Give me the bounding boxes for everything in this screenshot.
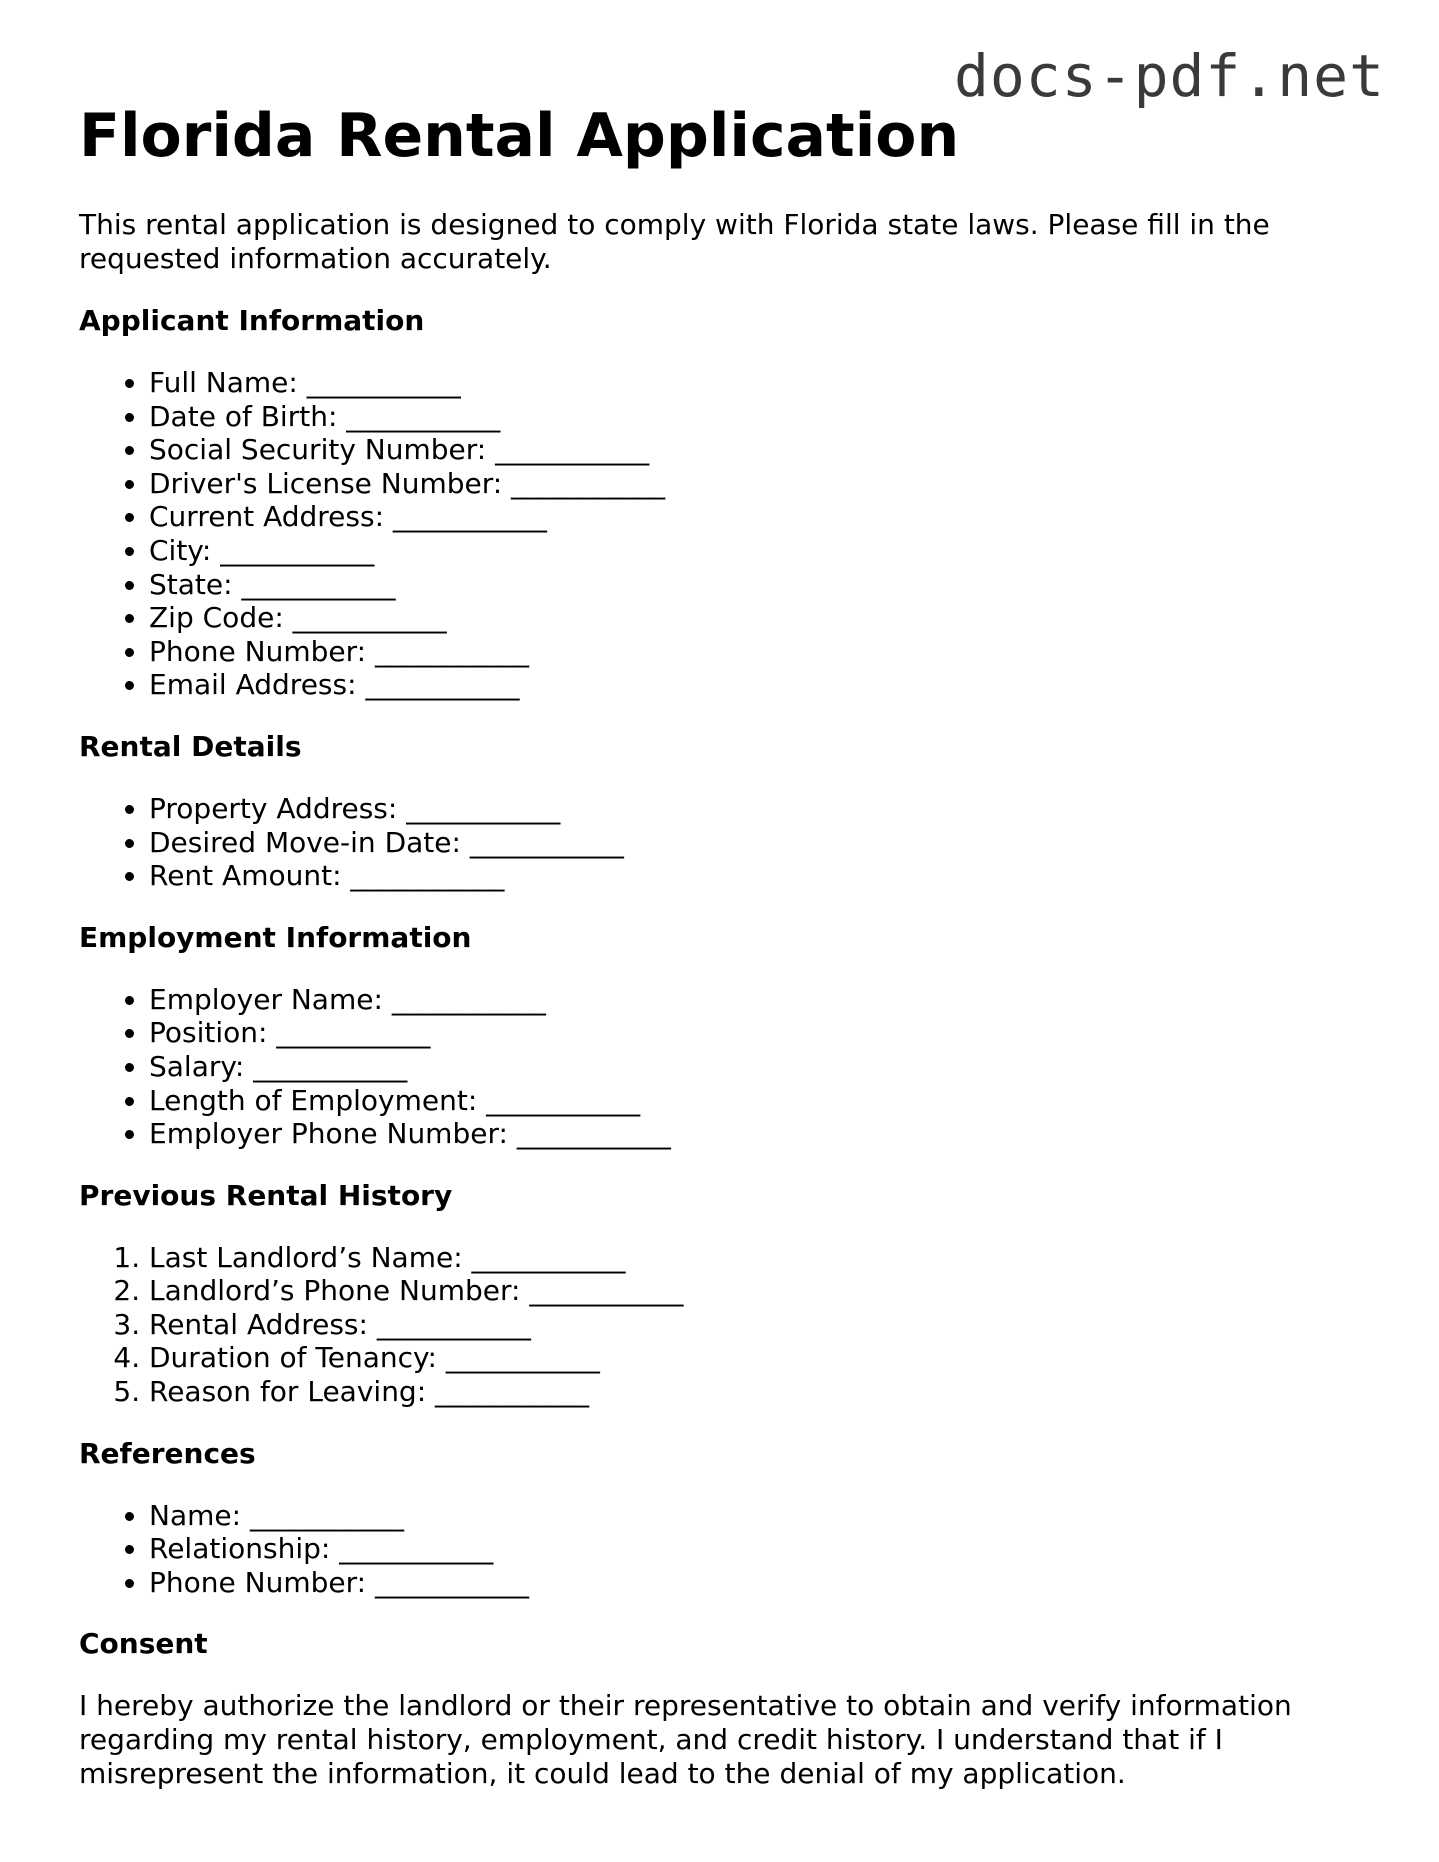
field-label: Salary: xyxy=(149,1049,254,1083)
fill-in-blank: ___________ xyxy=(392,500,547,534)
rental-list xyxy=(79,792,1369,893)
list-item xyxy=(149,568,1369,602)
list-item xyxy=(149,1375,1369,1409)
list-item xyxy=(149,366,1369,400)
fill-in-blank: ___________ xyxy=(529,1274,684,1308)
fill-in-blank: ___________ xyxy=(220,533,375,567)
list-item xyxy=(149,1274,1369,1308)
list-item xyxy=(149,635,1369,669)
fill-in-blank: ___________ xyxy=(495,433,650,467)
fill-in-blank: ___________ xyxy=(374,1565,529,1599)
fill-in-blank: ___________ xyxy=(486,1083,641,1117)
list-item xyxy=(149,1308,1369,1342)
history-list xyxy=(79,1241,1369,1409)
employment-list xyxy=(79,983,1369,1151)
fill-in-blank: ___________ xyxy=(391,982,546,1016)
field-label: Property Address: xyxy=(149,791,407,825)
field-label: Name: xyxy=(149,1498,250,1532)
rental-heading: Rental Details xyxy=(79,729,302,763)
intro-paragraph: This rental application is designed to comply with Florida state laws. Please fill in the requested information accurately. xyxy=(79,208,1270,275)
list-item xyxy=(149,859,1369,893)
field-label: State: xyxy=(149,567,242,601)
list-item xyxy=(149,433,1369,467)
document-page xyxy=(79,92,1369,1791)
list-item xyxy=(149,500,1369,534)
field-label: Relationship: xyxy=(149,1532,340,1566)
applicant-list xyxy=(79,366,1369,702)
fill-in-blank: ___________ xyxy=(350,859,505,893)
fill-in-blank: ___________ xyxy=(376,1307,531,1341)
field-label: Date of Birth: xyxy=(149,399,347,433)
list-item xyxy=(149,1241,1369,1275)
fill-in-blank: ___________ xyxy=(365,668,520,702)
fill-in-blank: ___________ xyxy=(374,634,529,668)
field-label: Rental Address: xyxy=(149,1307,377,1341)
list-item xyxy=(149,467,1369,501)
fill-in-blank: ___________ xyxy=(471,1240,626,1274)
consent-paragraph: I hereby authorize the landlord or their representative to obtain and verify information regarding my rental history, employment, and credit history. I understand that if I misrepresent the information, it could lead to the denial of my application. xyxy=(79,1689,1292,1791)
fill-in-blank: ___________ xyxy=(511,466,666,500)
fill-in-blank: ___________ xyxy=(406,791,561,825)
consent-heading: Consent xyxy=(79,1627,208,1661)
history-heading: Previous Rental History xyxy=(79,1178,453,1212)
fill-in-blank: ___________ xyxy=(516,1117,671,1151)
fill-in-blank: ___________ xyxy=(241,567,396,601)
references-list xyxy=(79,1499,1369,1600)
field-label: Phone Number: xyxy=(149,1565,375,1599)
list-item xyxy=(149,1117,1369,1151)
references-heading: References xyxy=(79,1436,256,1470)
field-label: City: xyxy=(149,533,221,567)
list-item xyxy=(149,1499,1369,1533)
field-label: Social Security Number: xyxy=(149,433,496,467)
list-item xyxy=(149,983,1369,1017)
list-item xyxy=(149,601,1369,635)
field-label: Rent Amount: xyxy=(149,859,351,893)
field-label: Employer Name: xyxy=(149,982,392,1016)
field-label: Last Landlord’s Name: xyxy=(149,1240,472,1274)
list-item xyxy=(149,1341,1369,1375)
field-label: Phone Number: xyxy=(149,634,375,668)
list-item xyxy=(149,400,1369,434)
page-title: Florida Rental Application xyxy=(79,101,960,171)
applicant-heading: Applicant Information xyxy=(79,304,425,337)
list-item xyxy=(149,1016,1369,1050)
fill-in-blank: ___________ xyxy=(346,399,501,433)
employment-heading: Employment Information xyxy=(79,920,472,954)
list-item xyxy=(149,668,1369,702)
list-item xyxy=(149,1532,1369,1566)
list-item xyxy=(149,1566,1369,1600)
fill-in-blank: ___________ xyxy=(339,1532,494,1566)
fill-in-blank: ___________ xyxy=(469,825,624,859)
field-label: Driver's License Number: xyxy=(149,466,512,500)
fill-in-blank: ___________ xyxy=(249,1498,404,1532)
field-label: Length of Employment: xyxy=(149,1083,487,1117)
fill-in-blank: ___________ xyxy=(306,366,461,399)
list-item xyxy=(149,534,1369,568)
fill-in-blank: ___________ xyxy=(435,1375,590,1409)
field-label: Position: xyxy=(149,1016,277,1050)
fill-in-blank: ___________ xyxy=(292,601,447,635)
fill-in-blank: ___________ xyxy=(253,1049,408,1083)
field-label: Zip Code: xyxy=(149,601,293,635)
field-label: Landlord’s Phone Number: xyxy=(149,1274,530,1308)
list-item xyxy=(149,792,1369,826)
field-label: Desired Move-in Date: xyxy=(149,825,470,859)
field-label: Reason for Leaving: xyxy=(149,1375,436,1409)
field-label: Employer Phone Number: xyxy=(149,1117,517,1151)
list-item xyxy=(149,826,1369,860)
fill-in-blank: ___________ xyxy=(276,1016,431,1050)
field-label: Full Name: xyxy=(149,366,307,399)
list-item xyxy=(149,1084,1369,1118)
watermark: docs-pdf.net xyxy=(953,42,1385,110)
fill-in-blank: ___________ xyxy=(445,1341,600,1375)
field-label: Duration of Tenancy: xyxy=(149,1341,446,1375)
field-label: Current Address: xyxy=(149,500,393,534)
field-label: Email Address: xyxy=(149,668,366,702)
list-item xyxy=(149,1050,1369,1084)
